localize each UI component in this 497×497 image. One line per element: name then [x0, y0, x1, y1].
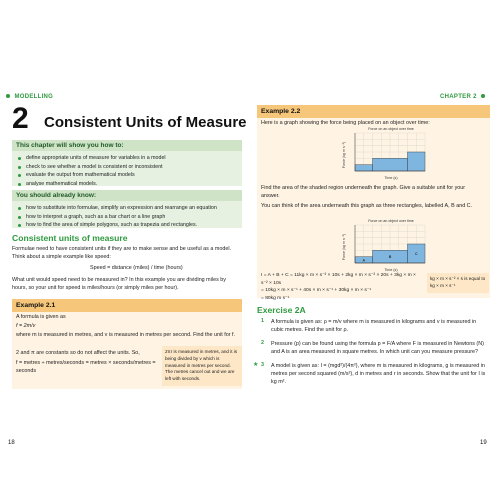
chapter-title: Consistent Units of Measure — [44, 114, 247, 131]
example-2-1-formula: f = 2m/v — [16, 323, 36, 330]
calc-line-2: = 10kg × m × s⁻¹ + 40s × m × s⁻¹ + 30kg × m × s⁻¹ — [261, 288, 372, 294]
should-know-item: how to interpret a graph, such as a bar chart or a line graph — [26, 213, 238, 222]
should-know-list — [12, 201, 242, 233]
header-right-text: CHAPTER 2 — [440, 94, 477, 100]
example-2-1-text2: where m is measured in metres, and v is measured in metres per second. Find the unit for f. — [16, 331, 236, 338]
force-graph-2 — [341, 217, 431, 273]
calc-line-1: I = A + B + C = 11kg × m × s⁻² × 10s + 2kg × m × s⁻² × 20s + 3kg × m × s⁻² × 10s — [261, 273, 416, 286]
will-show-list — [12, 151, 242, 191]
exercise-item — [257, 340, 490, 357]
graph-xlabel: Time (s) — [384, 176, 398, 180]
exercise-number: 2 — [261, 339, 264, 346]
area-label: A — [362, 258, 366, 263]
exercise-heading: Exercise 2A — [257, 305, 306, 315]
will-show-box — [12, 140, 242, 186]
star-icon: ★ — [253, 361, 259, 368]
force-graph-1 — [341, 125, 431, 181]
example-2-2-box — [257, 105, 490, 301]
calc-line-3: = 80kg m s⁻¹ — [261, 295, 290, 301]
chapter-number: 2 — [12, 102, 29, 135]
exercise-number: 3 — [261, 361, 264, 368]
area-segment — [355, 165, 373, 171]
example-2-1-solution-2: f = metres ÷ metres/seconds = metres × seconds/metres = seconds — [16, 360, 156, 375]
graph-ylabel: Force (kg m s⁻²) — [342, 233, 346, 261]
area-segment — [408, 152, 426, 171]
area-segment — [373, 158, 408, 171]
exercise-number: 1 — [261, 318, 264, 324]
will-show-item: analyse mathematical models. — [26, 180, 238, 189]
header-dot-icon — [481, 94, 485, 98]
exercise-list — [253, 318, 490, 387]
will-show-item: define appropriate units of measure for variables in a model — [26, 154, 238, 163]
will-show-item: evaluate the output from mathematical models — [26, 171, 238, 180]
example-2-1-solution-1: 2 and π are constants so do not affect the units. So, — [16, 350, 140, 356]
example-2-2-solution: You can think of the area underneath this graph as three rectangles, labelled A, B and C. — [261, 203, 473, 209]
graph-xlabel: Time (s) — [384, 268, 398, 272]
should-know-box — [12, 190, 242, 228]
example-2-2-text: Here is a graph showing the force being placed on an object over time: — [261, 120, 430, 126]
modelling-header — [6, 85, 53, 103]
section-paragraph-2: What unit would speed need to be measured in? In this example you are dividing miles by hours, so your unit for speed is miles/hours (or simply miles per hour). — [12, 277, 226, 292]
exercise-item — [253, 361, 490, 387]
example-2-1-title: Example 2.1 — [12, 299, 242, 312]
header-dot-icon — [6, 94, 10, 98]
will-show-item: check to see whether a model is consistent or inconsistent — [26, 163, 238, 172]
graph-title: Force on an object over time — [368, 127, 414, 131]
chapter-header — [440, 85, 485, 103]
area-label: B — [388, 255, 392, 260]
exercise-text: Pressure (p) can be found using the formula p = F/A where F is measured in Newtons (N) and A is an area measured in square metres. In which unit can you measure pressure? — [271, 340, 484, 356]
example-2-1-box — [12, 299, 242, 389]
should-know-item: how to find the area of simple polygons, such as trapezia and rectangles. — [26, 221, 238, 230]
should-know-title: You should already know: — [12, 190, 242, 201]
page-number-right: 19 — [480, 440, 487, 446]
exercise-text: A model is given as: I = (mgd²)/(4π²), where m is measured in kilograms, g is measured in metres per second squared (m/s²), d in metres and r in seconds. Show that the unit for I is kg m². — [271, 362, 486, 386]
page-number-left: 18 — [8, 440, 15, 446]
example-2-2-calc — [261, 272, 421, 302]
example-2-2-note: kg × m × s⁻² × s is equal to kg × m × s⁻¹ — [427, 273, 489, 293]
will-show-title: This chapter will show you how to: — [12, 140, 242, 151]
should-know-item: how to substitute into formulae, simplify an expression and rearrange an equation — [26, 204, 238, 213]
graph-ylabel: Force (kg m s⁻²) — [342, 141, 346, 169]
exercise-item — [257, 318, 490, 335]
header-left-text: MODELLING — [14, 94, 54, 100]
exercise-text: A formula is given as: ρ = m/v where m is measured in kilograms and v is measured in cubic metres. Find the unit for ρ. — [271, 319, 477, 334]
graph-title: Force on an object over time — [368, 219, 414, 223]
example-2-1-text: A formula is given as — [16, 314, 66, 320]
example-2-2-title: Example 2.2 — [257, 105, 490, 118]
example-2-1-note: 2πr is measured in metres, and it is being divided by v which is measured in metres per second. The metres cancel out and we are left with seconds. — [162, 346, 242, 386]
section-heading: Consistent units of measure — [12, 233, 128, 243]
section-paragraph-1: Formulae need to have consistent units if they are to make sense and be useful as a model. Think about a simple example like speed: — [12, 246, 232, 261]
area-label: C — [414, 252, 418, 256]
speed-formula: Speed = distance (miles) / time (hours) — [90, 265, 183, 271]
example-2-2-question: Find the area of the shaded region underneath the graph. Give a suitable unit for your answer. — [261, 185, 466, 200]
